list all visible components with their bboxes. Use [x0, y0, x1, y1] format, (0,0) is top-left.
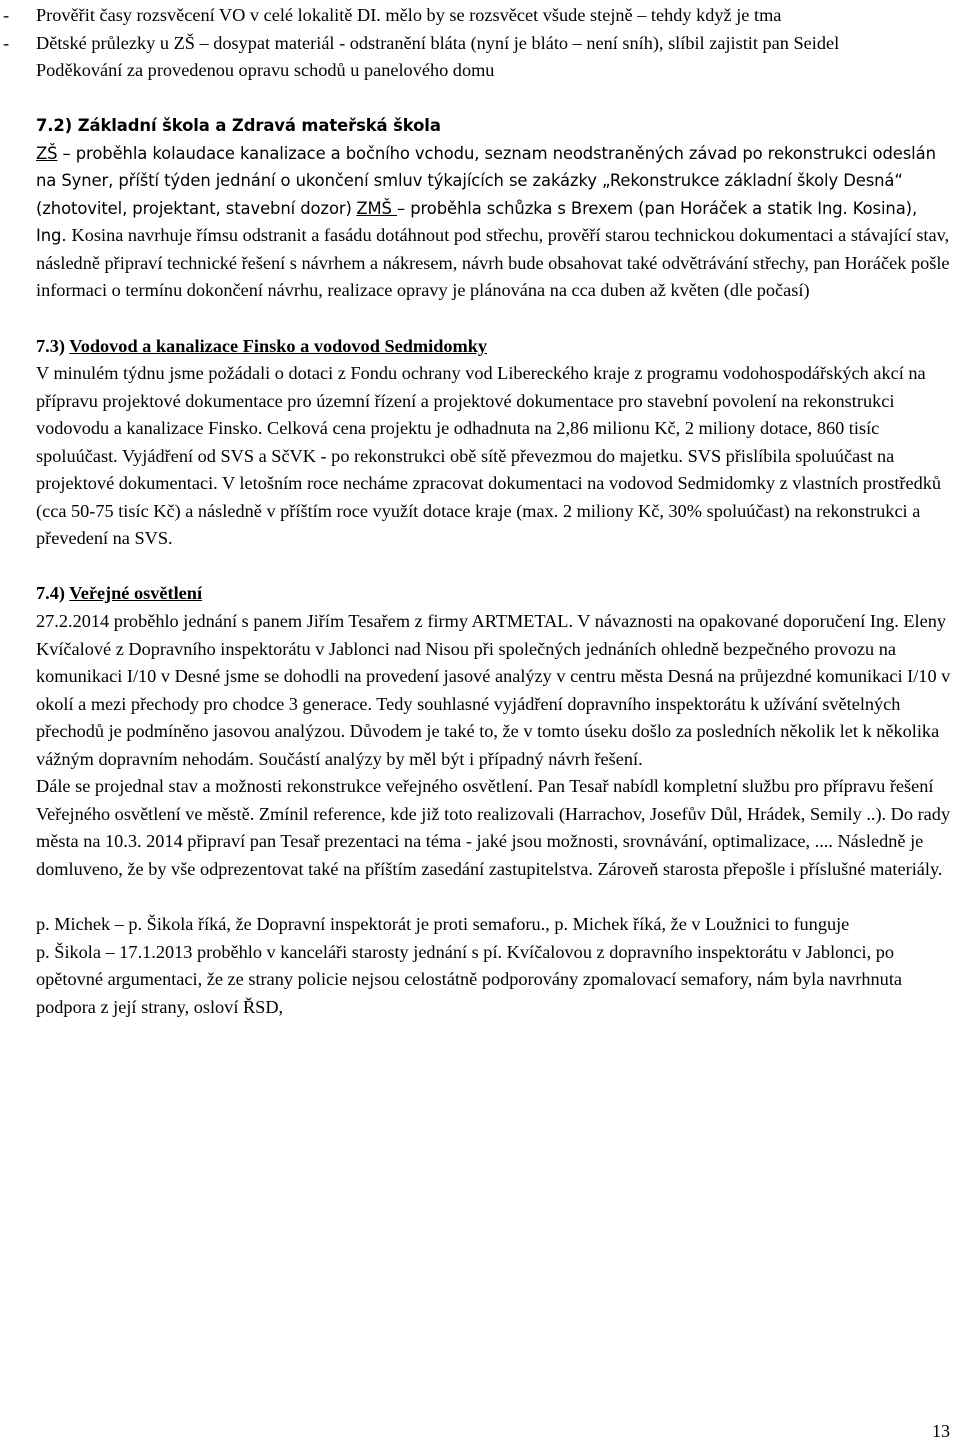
page-number: 13	[932, 1421, 950, 1441]
section-number: 7.4)	[36, 583, 70, 604]
section-7-3-body: V minulém týdnu jsme požádali o dotaci z Fondu ochrany vod Libereckého kraje z programu vodohospodářských akcí na přípravu projektové dokumentace pro územní řízení a projektové dokumentace pro stavební povolení na rekonstrukci vodovodu a kanalizace Finsko. Celková cena projektu je odhadnuta na 2,86 milionu Kč, 2 miliony dotace, 860 tisíc spoluúčast. Vyjádření od SVS a SčVK - po rekonstrukci obě sítě převezmou do majetku. SVS přislíbila spoluúčast na projektové dokumentaci. V letošním roce necháme zpracovat dokumentaci na vodovod Sedmidomky z vlastních prostředků (cca 50-75 tisíc Kč) a následně v příštím roce využít dotace kraje (max. 2 miliony Kč, 30% spoluúčast) na rekonstrukci a převedení na SVS.	[36, 363, 942, 549]
section-title: Vodovod a kanalizace Finsko a vodovod Sedmidomky	[69, 335, 488, 356]
list-dash: -	[3, 32, 10, 53]
section-number: 7.3)	[36, 335, 70, 356]
document-body	[3, 2, 951, 1021]
zs-label: ZŠ	[36, 143, 58, 163]
discussion-paragraph: p. Šikola – 17.1.2013 proběhlo v kanceláři starosty jednání s pí. Kvíčalovou z dopravního inspektorátu v Jablonci, po opětovné argumentaci, že ze strany policie nejsou celostátně podporovány zpomalovací semafory, nám byla navrhnuta podpora z její strany, osloví ŘSD,	[36, 941, 903, 1017]
zms-text-continued: Kosina navrhuje římsu odstranit a fasádu dotáhnout pod střechu, prověří starou technickou dokumentaci a stávající stav, následně připraví technické řešení s návrhem a nákresem, návrh bude obsahovat také odvětrávání střechy, pan Horáček pošle informaci o termínu dokončení návrhu, realizace opravy je plánována na cca duben až květen (dle počasí)	[36, 225, 950, 301]
list-dash: -	[3, 5, 10, 25]
list-item-text: Prověřit časy rozsvěcení VO v celé lokalitě DI. mělo by se rozsvěcet všude stejně – tehdy když je tma	[36, 5, 782, 25]
section-heading-7-2: 7.2) Základní škola a Zdravá mateřská škola	[36, 116, 441, 136]
section-7-2-body	[36, 140, 951, 305]
zms-label: ZMŠ	[356, 198, 397, 218]
section-7-4-body-1: 27.2.2014 proběhlo jednání s panem Jiřím Tesařem z firmy ARTMETAL. V návaznosti na opakované doporučení Ing. Eleny Kvíčalové z Dopravního inspektorátu v Jablonci nad Nisou při společných jednáních ohledně bezpečného provozu na komunikaci I/10 v Desné jsme se dohodli na provedení jasové analýzy v centru města Desná na průjezdné komunikaci I/10 v okolí a mezi přechody pro chodce 3 generace. Tedy souhlasné vyjádření dopravního inspektorátu k užívání světelných přechodů je podmíněno jasovou analýzou. Důvodem je také to, že v tomto úseku došlo za posledních několik let k několika vážným dopravním nehodám. Součástí analýzy by měl být i případný návrh řešení.	[36, 611, 951, 769]
thanks-line: Poděkování za provedenou opravu schodů u panelového domu	[36, 60, 495, 81]
section-title: Veřejné osvětlení	[69, 583, 203, 604]
list-item	[3, 2, 951, 30]
section-heading-7-4	[36, 580, 951, 608]
section-7-4-body-2: Dále se projednal stav a možnosti rekonstrukce veřejného osvětlení. Pan Tesař nabídl kompletní službu pro přípravu řešení Veřejného osvětlení ve městě. Zmínil reference, kde již toto realizovali (Harrachov, Josefův Důl, Hrádek, Semily ..). Do rady města na 10.3. 2014 připraví pan Tesař prezentaci na téma - jaké jsou možnosti, srovnávání, optimalizace, .... Následně je domluveno, že by vše odprezentovat také na příštím zasedání zastupitelstva. Zároveň starosta přepošle i příslušné materiály.	[36, 776, 951, 879]
discussion-paragraph: p. Michek – p. Šikola říká, že Dopravní inspektorát je proti semaforu., p. Michek říká, že v Loužnici to funguje	[36, 914, 850, 935]
list-item	[3, 30, 951, 58]
zms-text: – proběhla schůzka s Brexem (pan Horáček a statik Ing. Kosina), Ing.	[36, 198, 918, 246]
zs-text: – proběhla kolaudace kanalizace a bočního vchodu, seznam neodstraněných závad po rekonstrukci odeslán na Syner, příští týden jednání o ukončení smluv týkajících se zakázky „Rekonstrukce základní školy Desná“ (zhotovitel, projektant, stavební dozor)	[36, 143, 936, 218]
list-item-text: Dětské průlezky u ZŠ – dosypat materiál - odstranění bláta (nyní je bláto – není sníh), slíbil zajistit pan Seidel	[36, 32, 840, 53]
section-heading-7-3	[36, 333, 951, 361]
